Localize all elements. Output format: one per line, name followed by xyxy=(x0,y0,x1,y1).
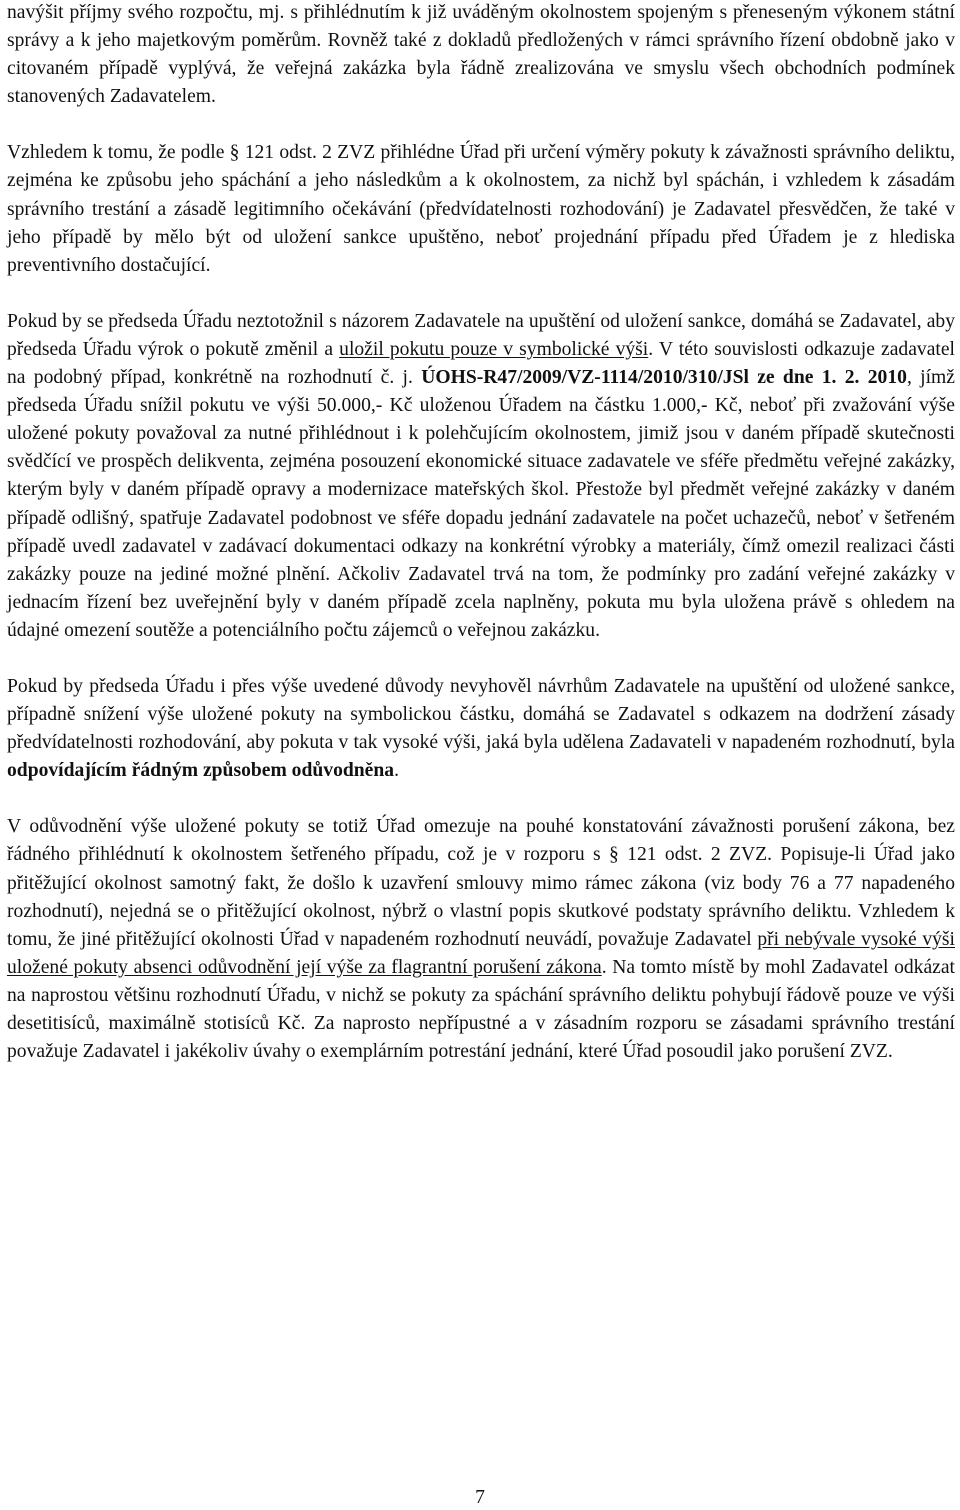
paragraph-gap xyxy=(7,280,955,308)
paragraph-4-text-b: . xyxy=(394,760,399,782)
paragraph-4 xyxy=(7,673,955,785)
paragraph-3-text-c: , jímž předseda Úřadu snížil pokutu ve výši 50.000,- Kč uloženou Úřadem na částku 1.000,- Kč, neboť při zvažování výše uložené pokuty považoval za nutné přihlédnout i k polehčujícím okolnostem, jimiž jsou v daném případě skutečnosti svědčící ve prospěch delikventa, zejména posouzení ekonomické situace zadavatele ve sféře předmětu veřejné zakázky, kterým byly v daném případě opravy a modernizace mateřských škol. Přestože byl předmět veřejné zakázky v daném případě odlišný, spatřuje Zadavatel podobnost ve sféře dopadu jednání zadavatele na počet uchazečů, neboť v šetřeném případě uvedl zadavatel v zadávací dokumentaci odkazy na konkrétní výrobky a materiály, čímž omezil realizaci části zakázky pouze na jediné možné plnění. Ačkoliv Zadavatel trvá na tom, že podmínky pro zadání veřejné zakázky v jednacím řízení bez uveřejnění byly v daném případě zcela naplněny, pokuta mu byla uložena právě s ohledem na údajné omezení soutěže a potenciálního počtu zájemců o veřejnou zakázku. xyxy=(7,367,955,641)
paragraph-2-text: Vzhledem k tomu, že podle § 121 odst. 2 ZVZ přihlédne Úřad při určení výměry pokuty k závažnosti správního deliktu, zejména ke způsobu jeho spáchání a jeho následkům a k okolnostem, za nichž byl spáchán, i vzhledem k zásadám správního trestání a zásadě legitimního očekávání (předvídatelnosti rozhodování) je Zadavatel přesvědčen, že také v jeho případě by mělo být od uložení sankce upuštěno, neboť projednání případu před Úřadem je z hlediska preventivního dostačující. xyxy=(7,142,955,276)
paragraph-5 xyxy=(7,813,955,1066)
paragraph-3-underlined: uložil pokutu pouze v symbolické výši xyxy=(339,338,649,360)
paragraph-3-text-a: Pokud by se předseda Úřadu neztotožnil s názorem Zadavatele na upuštění od uložení sankce, domáhá se Zadavatel, aby předseda Úřadu výrok o pokutě změnil a xyxy=(7,310,955,360)
paragraph-4-bold: odpovídajícím řádným způsobem odůvodněna xyxy=(7,760,395,782)
paragraph-3-bold-reference: ÚOHS-R47/2009/VZ-1114/2010/310/JSl ze dne 1. 2. 2010 xyxy=(421,367,907,389)
paragraph-3 xyxy=(7,308,955,645)
paragraph-gap xyxy=(7,785,955,813)
document-page xyxy=(7,0,955,1066)
paragraph-2 xyxy=(7,139,955,279)
paragraph-gap xyxy=(7,645,955,673)
paragraph-gap xyxy=(7,111,955,139)
paragraph-1-text: navýšit příjmy svého rozpočtu, mj. s přihlédnutím k již uváděným okolnostem spojeným s přeneseným výkonem státní správy a k jeho majetkovým poměrům. Rovněž také z dokladů předložených v rámci správního řízení obdobně jako v citovaném případě vyplývá, že veřejná zakázka byla řádně zrealizována ve smyslu všech obchodních podmínek stanovených Zadavatelem. xyxy=(7,2,955,108)
page-number: 7 xyxy=(475,1487,485,1508)
paragraph-3-text-b: . V této souvislosti odkazuje zadavatel na podobný případ, konkrétně na rozhodnutí č. j. xyxy=(7,338,955,389)
paragraph-4-text-a: Pokud by předseda Úřadu i přes výše uvedené důvody nevyhověl návrhům Zadavatele na upuštění od uložené sankce, případně snížení výše uložené pokuty na symbolickou částku, domáhá se Zadavatel s odkazem na dodržení zásady předvídatelnosti rozhodování, aby pokuta v tak vysoké výši, jaká byla udělena Zadavateli v napadeném rozhodnutí, byla xyxy=(7,675,955,754)
paragraph-5-text-a: V odůvodnění výše uložené pokuty se totiž Úřad omezuje na pouhé konstatování závažnosti porušení zákona, bez řádného přihlédnutí k okolnostem šetřeného případu, což je v rozporu s § 121 odst. 2 ZVZ. Popisuje-li Úřad jako přitěžující okolnost samotný fakt, že došlo k uzavření smlouvy mimo rámec zákona (viz body 76 a 77 napadeného rozhodnutí), nejedná se o přitěžující okolnost, nýbrž o vlastní popis skutkové podstaty správního deliktu. Vzhledem k tomu, že jiné přitěžující okolnosti Úřad v napadeném rozhodnutí neuvádí, považuje Zadavatel xyxy=(7,816,955,950)
paragraph-5-underlined: při nebývale vysoké výši uložené pokuty absenci odůvodnění její výše za flagrantní porušení zákona xyxy=(7,928,955,978)
paragraph-5-text-b: . Na tomto místě by mohl Zadavatel odkázat na naprostou většinu rozhodnutí Úřadu, v nichž se pokuty za spáchání správního deliktu pohybují řádově pouze ve výši desetitisíců, maximálně stotisíců Kč. Za naprosto nepřípustné a v zásadním rozporu se zásadami správního trestání považuje Zadavatel i jakékoliv úvahy o exemplárním potrestání jednání, které Úřad posoudil jako porušení ZVZ. xyxy=(7,956,955,1063)
paragraph-1 xyxy=(7,0,955,111)
